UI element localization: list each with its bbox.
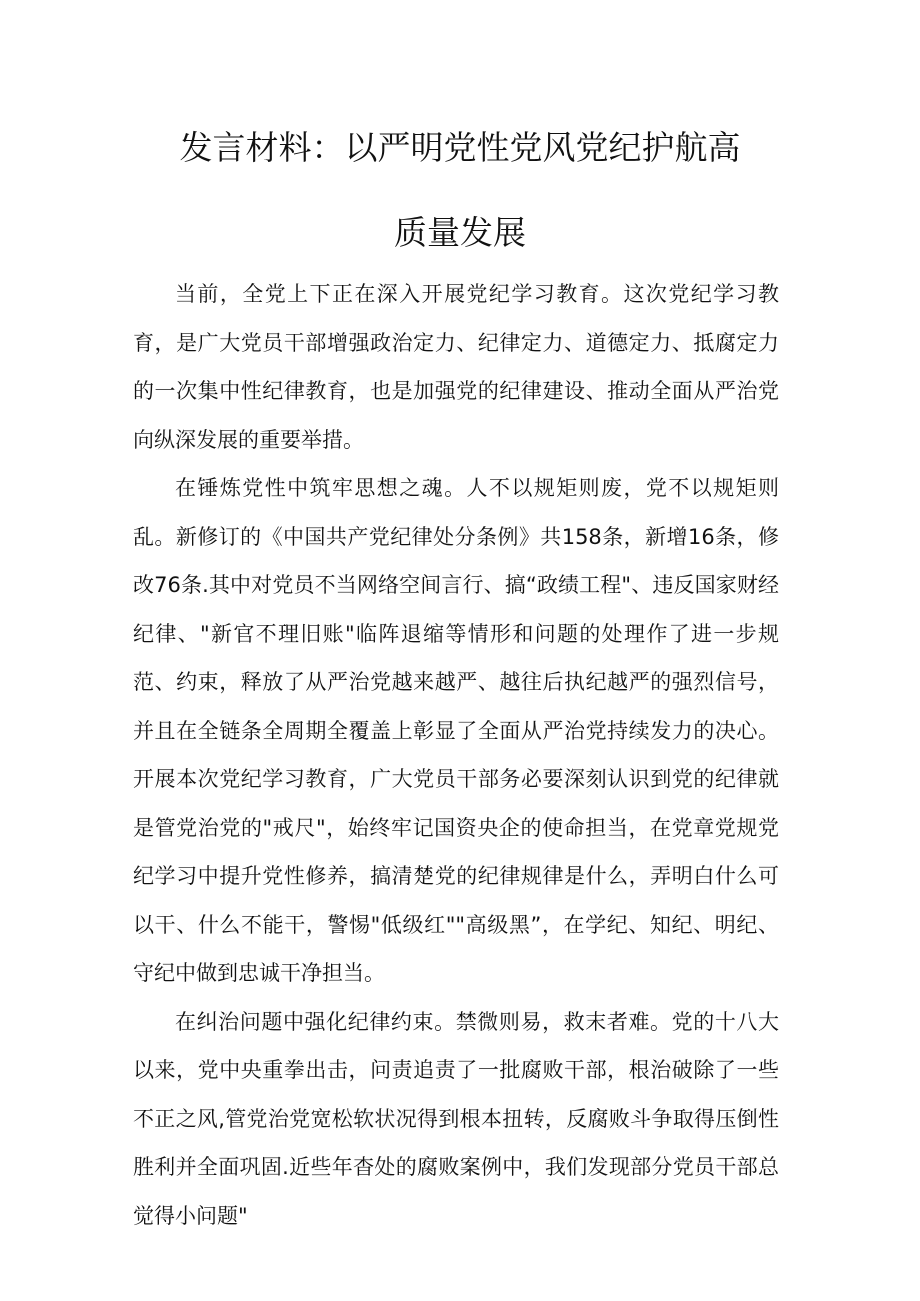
body-paragraph-3: 在纠治问题中强化纪律约束。禁微则易，救末者难。党的十八大以来，党中央重拳出击，问责追责了一批腐败干部，根治破除了一些不正之风,管党治党宽松软状况得到根本扭转，反腐败斗争取得压倒性胜利并全面巩固.近些年杳处的腐败案例中，我们发现部分党员干部总觉得小问题" (133, 1009, 779, 1228)
body-paragraph-1: 当前，全党上下正在深入开展党纪学习教育。这次党纪学习教育，是广大党员干部增强政治定力、纪律定力、道德定力、抵腐定力的一次集中性纪律教育，也是加强党的纪律建设、推动全面从严治党向纵深发展的重要举措。 (133, 282, 779, 452)
document-title-line-1: 发言材料：以严明党性党风党纪护航高 (179, 128, 741, 167)
document-body (133, 270, 779, 1240)
body-paragraph-2: 在锤炼党性中筑牢思想之魂。人不以规矩则废，党不以规矩则乱。新修订的《中国共产党纪律处分条例》共158条，新增16条，修改76条.其中对党员不当网络空间言行、搞“政绩工程"、违反国家财经纪律、"新官不理旧账"临阵退缩等情形和问题的处理作了进一步规范、约束，释放了从严治党越来越严、越往后执纪越严的强烈信号，并且在全链条全周期全覆盖上彰显了全面从严治党持续发力的决心。开展本次党纪学习教育，广大党员干部务必要深刻认识到党的纪律就是管党治党的"戒尺"，始终牢记国资央企的使命担当，在党章党规党纪学习中提升党性修养，搞清楚党的纪律规律是什么，弄明白什么可以干、什么不能干，警惕"低级红""高级黑”，在学纪、知纪、明纪、守纪中做到忠诚干净担当。 (133, 476, 779, 985)
document-title-line-2: 质量发展 (394, 213, 526, 252)
